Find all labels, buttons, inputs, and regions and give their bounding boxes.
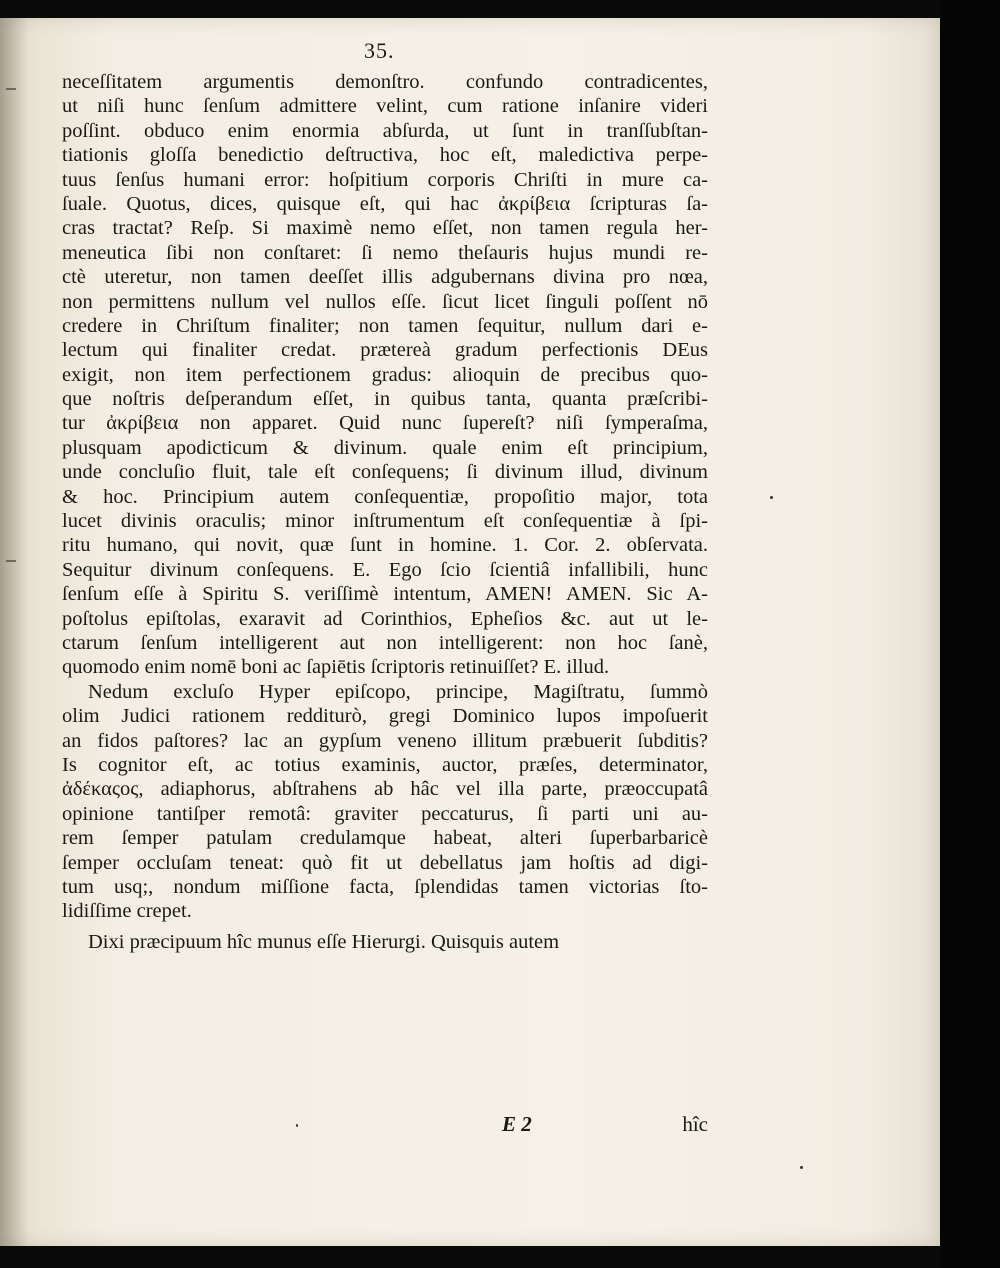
text-line: ἀδέκαςος, adiaphorus, abſtrahens ab hâc vel illa parte, præoccupatâ [62,778,708,801]
text-line: ſenſum eſſe à Spiritu S. veriſſimè intentum, AMEN! AMEN. Sic A- [62,583,708,606]
text-line: opinione tantiſper remotâ: graviter peccaturus, ſi parti uni au- [62,802,708,825]
text-line: lectum qui finaliter credat. prætereà gradum perfectionis DEus [62,339,708,362]
text-line: que noſtris deſperandum eſſet, in quibus tanta, quanta præſcribi- [62,388,708,411]
text-line: credere in Chriſtum finaliter; non tamen ſequitur, nullum dari e- [62,314,708,337]
binding-gutter-shadow [0,18,28,1246]
text-line: poſſint. obduco enim enormia abſurda, ut ſunt in tranſſubſtan- [62,119,708,142]
text-line: rem ſemper patulam credulamque habeat, alteri ſuperbarbaricè [62,827,708,850]
text-line: lidiſſime crepet. [62,900,192,923]
paragraph-start-line: Nedum excluſo Hyper epiſcopo, principe, Magiſtratu, ſummò [88,680,708,703]
catchword: hîc [682,1112,708,1136]
scanner-background [940,0,1000,1268]
text-line: tum usq;, nondum miſſione facta, ſplendidas tamen victorias ſto- [62,875,708,898]
text-line: ctè uteretur, non tamen deeſſet illis adgubernans divina pro nœa, [62,266,708,289]
text-line: meneutica ſibi non conſtaret: ſi nemo theſauris hujus mundi re- [62,241,708,264]
text-line: ſemper occluſam teneat: quò fit ut debellatus jam hoſtis ad digi- [62,851,708,874]
text-line: olim Judici rationem redditurò, gregi Dominico lupos impoſuerit [62,705,708,728]
text-line: poſtolus epiſtolas, exaravit ad Corinthios, Epheſios &c. aut ut le- [62,607,708,630]
text-line: quomodo enim nomē boni ac ſapiētis ſcriptoris retinuiſſet? E. illud. [62,656,610,679]
margin-mark [6,88,16,90]
text-line: ritu humano, qui novit, quæ ſunt in homine. 1. Cor. 2. obſervata. [62,534,708,557]
text-line: Sequitur divinum conſequens. E. Ego ſcio ſcientiâ infallibili, hunc [62,558,708,581]
text-line: ctarum ſenſum intelligerent aut non intelligerent: non hoc ſanè, [62,631,708,654]
margin-mark [6,560,16,562]
signature-mark: E 2 [502,1112,532,1136]
text-line: & hoc. Principium autem conſequentiæ, propoſitio major, tota [62,485,708,508]
page-number: 35. [364,38,395,63]
text-line: an fidos paſtores? lac an gypſum veneno illitum præbuerit ſubditis? [62,729,708,752]
paper-speck [800,1166,803,1169]
text-line: tur ἀκρίβεια non apparet. Quid nunc ſupereſt? niſi ſymperaſma, [62,412,708,435]
text-line: unde concluſio fluit, tale eſt conſequens; ſi divinum illud, divinum [62,461,708,484]
body-text [62,70,708,954]
text-line: Is cognitor eſt, ac totius examinis, auctor, præſes, determinator, [62,753,708,776]
text-line: tuus ſenſus humani error: hoſpitium corporis Chriſti in mure ca- [62,168,708,191]
text-line: ſuale. Quotus, dices, quisque eſt, qui hac ἀκρίβεια ſcripturas ſa- [62,192,708,215]
text-line: neceſſitatem argumentis demonſtro. confundo contradicentes, [62,71,708,93]
paragraph-start-line: Dixi præcipuum hîc munus eſſe Hierurgi. Quisquis autem [88,930,560,953]
text-line: non permittens nullum vel nullos eſſe. ſicut licet ſinguli poſſent nō [62,290,708,313]
text-line: ut niſi hunc ſenſum admittere velint, cum ratione inſanire videri [62,95,708,118]
text-line: plusquam apodicticum & divinum. quale enim eſt principium, [62,436,708,459]
paper-speck [770,496,773,499]
text-line: tiationis gloſſa benedictio deſtructiva, hoc eſt, maledictiva perpe- [62,144,708,167]
page-footer [62,1112,708,1138]
text-line: exigit, non item perfectionem gradus: alioquin de precibus quo- [62,363,708,386]
text-line: cras tractat? Reſp. Si maximè nemo eſſet, non tamen regula her- [62,217,708,240]
text-line: lucet divinis oraculis; minor inſtrumentum eſt conſequentiæ à ſpi- [62,510,708,533]
